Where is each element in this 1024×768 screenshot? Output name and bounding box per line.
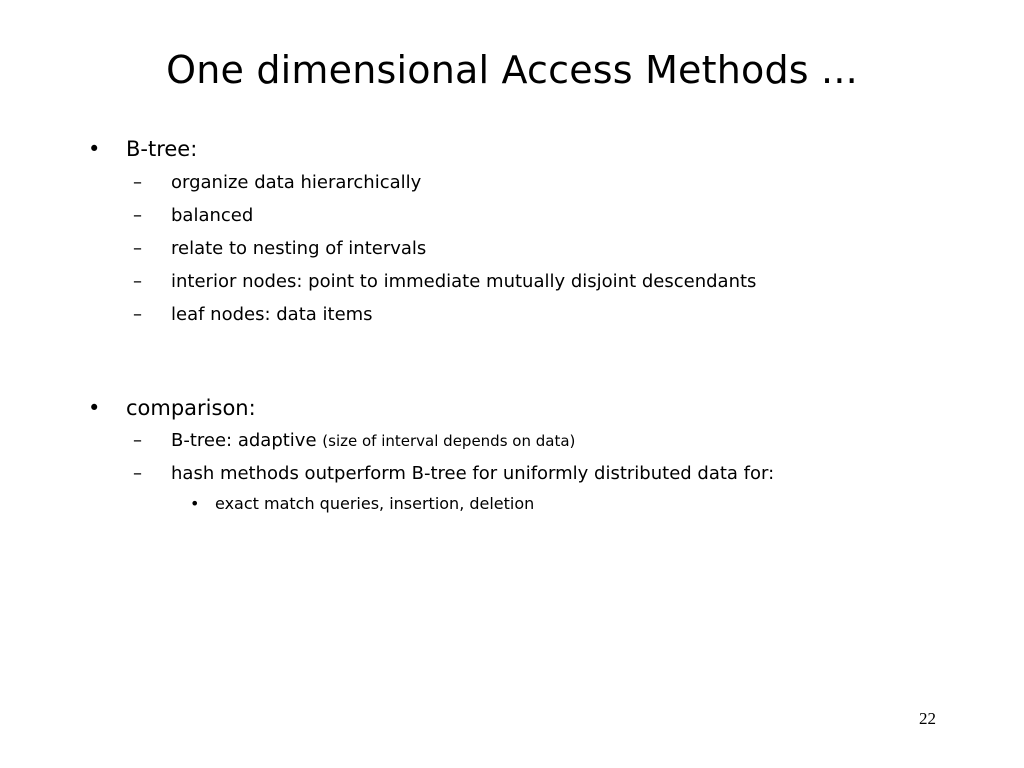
subitem-btree-adaptive xyxy=(171,429,575,453)
subitem-balanced: balanced xyxy=(171,205,254,226)
subitem-btree-adaptive-text: B-tree: adaptive xyxy=(171,430,317,451)
subsubitem-exact-match: exact match queries, insertion, deletion xyxy=(215,494,535,513)
bullet-btree: B-tree: xyxy=(126,137,198,161)
dash-marker: – xyxy=(133,271,142,292)
subitem-hash-methods: hash methods outperform B-tree for uniformly distributed data for: xyxy=(171,463,775,484)
bullet-marker: • xyxy=(88,137,101,161)
slide-title: One dimensional Access Methods ... xyxy=(166,48,858,92)
bullet-comparison: comparison: xyxy=(126,396,256,420)
subitem-nesting: relate to nesting of intervals xyxy=(171,238,427,259)
subitem-btree-adaptive-note: (size of interval depends on data) xyxy=(322,432,576,450)
dash-marker: – xyxy=(133,304,142,325)
dash-marker: – xyxy=(133,172,142,193)
dash-marker: – xyxy=(133,238,142,259)
subitem-organize: organize data hierarchically xyxy=(171,172,422,193)
dash-marker: – xyxy=(133,205,142,226)
dash-marker: – xyxy=(133,463,142,484)
page-number: 22 xyxy=(919,709,936,728)
dash-marker: – xyxy=(133,430,142,451)
subitem-leaf-nodes: leaf nodes: data items xyxy=(171,304,373,325)
bullet-marker-small: • xyxy=(190,494,200,513)
subitem-interior-nodes: interior nodes: point to immediate mutually disjoint descendants xyxy=(171,271,757,292)
bullet-marker: • xyxy=(88,396,101,420)
